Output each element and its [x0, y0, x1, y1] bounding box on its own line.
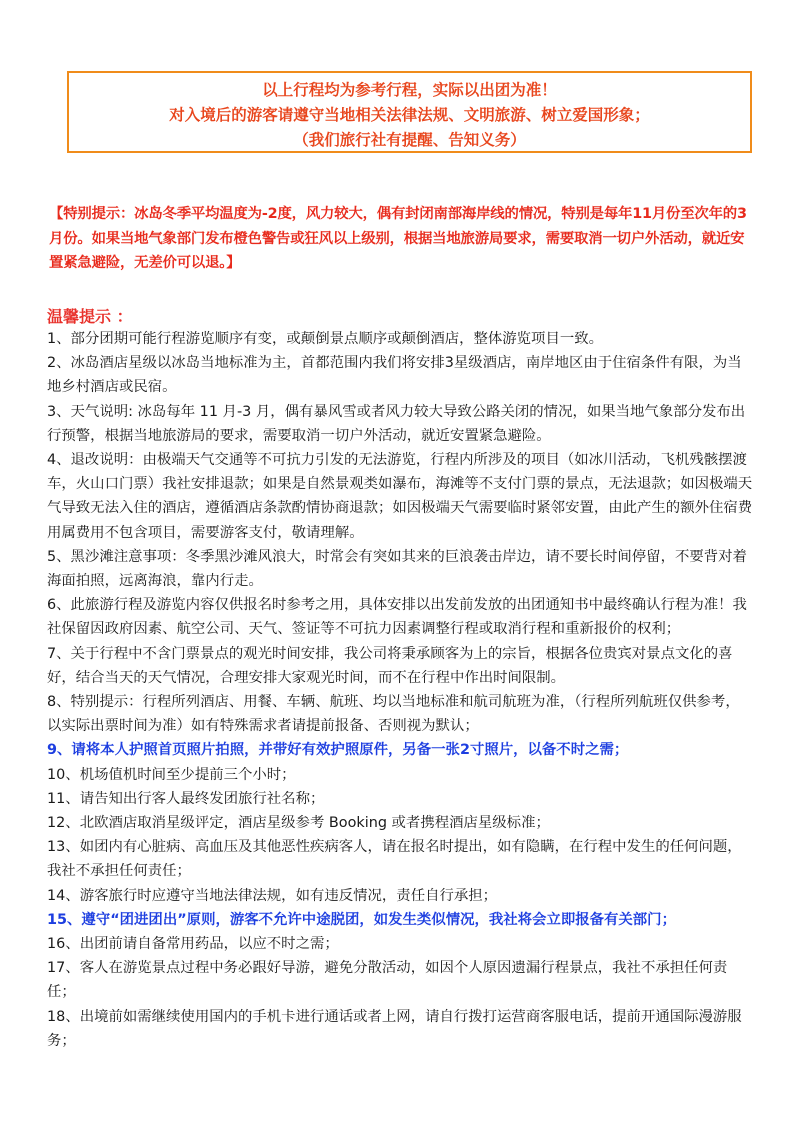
tip-item-9-highlight: 9、请将本人护照首页照片拍照，并带好有效护照原件，另备一张2寸照片，以备不时之需；: [47, 742, 629, 759]
tip-item-16: 16、出团前请自备常用药品，以应不时之需；: [47, 936, 339, 953]
notice-box: [67, 71, 752, 153]
tip-item-10: 10、机场值机时间至少提前三个小时；: [47, 766, 296, 783]
tips-list: [47, 327, 754, 1053]
tip-item-17: 17、客人在游览景点过程中务必跟好导游，避免分散活动，如因个人原因遗漏行程景点，我社不承担任何责任；: [47, 960, 728, 1001]
tip-item-7: 7、关于行程中不含门票景点的观光时间安排，我公司将秉承顾客为上的宗旨，根据各位贵宾对景点文化的喜好，结合当天的天气情况，合理安排大家观光时间，而不在行程中作出时间限制。: [47, 645, 733, 686]
notice-line-2: 对入境后的游客请遵守当地相关法律法规、文明旅游、树立爱国形象；: [169, 106, 650, 124]
tip-item-12: 12、北欧酒店取消星级评定，酒店星级参考 Booking 或者携程酒店星级标准；: [47, 815, 550, 832]
notice-line-1: 以上行程均为参考行程，实际以出团为准！: [262, 81, 557, 99]
tip-item-6: 6、此旅游行程及游览内容仅供报名时参考之用，具体安排以出发前发放的出团通知书中最终确认行程为准！我社保留因政府因素、航空公司、天气、签证等不可抗力因素调整行程或取消行程和重新报价的权利；: [47, 597, 747, 638]
special-tip: 【特别提示：冰岛冬季平均温度为-2度，风力较大，偶有封闭南部海岸线的情况，特别是每年11月份至次年的3月份。如果当地气象部门发布橙色警告或狂风以上级别，根据当地旅游局要求，需要取消一切户外活动，就近安置紧急避险，无差价可以退。】: [49, 206, 747, 271]
tip-item-1: 1、部分团期可能行程游览顺序有变，或颠倒景点顺序或颠倒酒店，整体游览项目一致。: [47, 331, 604, 347]
tip-item-13: 13、如团内有心脏病、高血压及其他恶性疾病客人，请在报名时提出，如有隐瞒，在行程中发生的任何问题，我社不承担任何责任；: [47, 839, 742, 880]
tip-item-3: 3、天气说明: 冰岛每年 11 月-3 月，偶有暴风雪或者风力较大导致公路关闭的情况，如果当地气象部分发布出行预警，根据当地旅游局的要求，需要取消一切户外活动，就近安置紧急避险。: [47, 403, 746, 444]
notice-line-3: （我们旅行社有提醒、告知义务）: [293, 131, 526, 149]
tip-item-5: 5、黑沙滩注意事项：冬季黑沙滩风浪大，时常会有突如其来的巨浪袭击岸边，请不要长时间停留，不要背对着海面拍照，远离海浪，靠内行走。: [47, 548, 747, 590]
tip-item-2: 2、冰岛酒店星级以冰岛当地标准为主，首都范围内我们将安排3星级酒店，南岸地区由于住宿条件有限，为当地乡村酒店或民宿。: [47, 355, 742, 396]
tip-item-11: 11、请告知出行客人最终发团旅行社名称；: [47, 790, 325, 807]
tip-item-15-highlight: 15、遵守“团进团出”原则，游客不允许中途脱团，如发生类似情况，我社将会立即报备有关部门；: [47, 911, 676, 928]
tip-item-18: 18、出境前如需继续使用国内的手机卡进行通话或者上网，请自行拨打运营商客服电话，提前开通国际漫游服务；: [47, 1008, 742, 1049]
tip-item-14: 14、游客旅行时应遵守当地法律法规，如有违反情况，责任自行承担；: [47, 887, 498, 904]
tips-title: 温馨提示 ：: [47, 307, 133, 326]
tip-item-4: 4、退改说明：由极端天气交通等不可抗力引发的无法游览，行程内所涉及的项目（如冰川活动，飞机残骸摆渡车，火山口门票）我社安排退款；如果是自然景观类如瀑布，海滩等不支付门票的景点，无法退款；如因极端天气导致无法入住的酒店，遵循酒店条款酌情协商退款；如因极端天气需要临时紧邻安置，由此产生的额外住宿费用属费用不包含项目，需要游客支付，敬请理解。: [47, 452, 753, 541]
tip-item-8: 8、特别提示：行程所列酒店、用餐、车辆、航班、均以当地标准和航司航班为准，（行程所列航班仅供参考，以实际出票时间为准）如有特殊需求者请提前报备、否则视为默认；: [47, 694, 740, 735]
